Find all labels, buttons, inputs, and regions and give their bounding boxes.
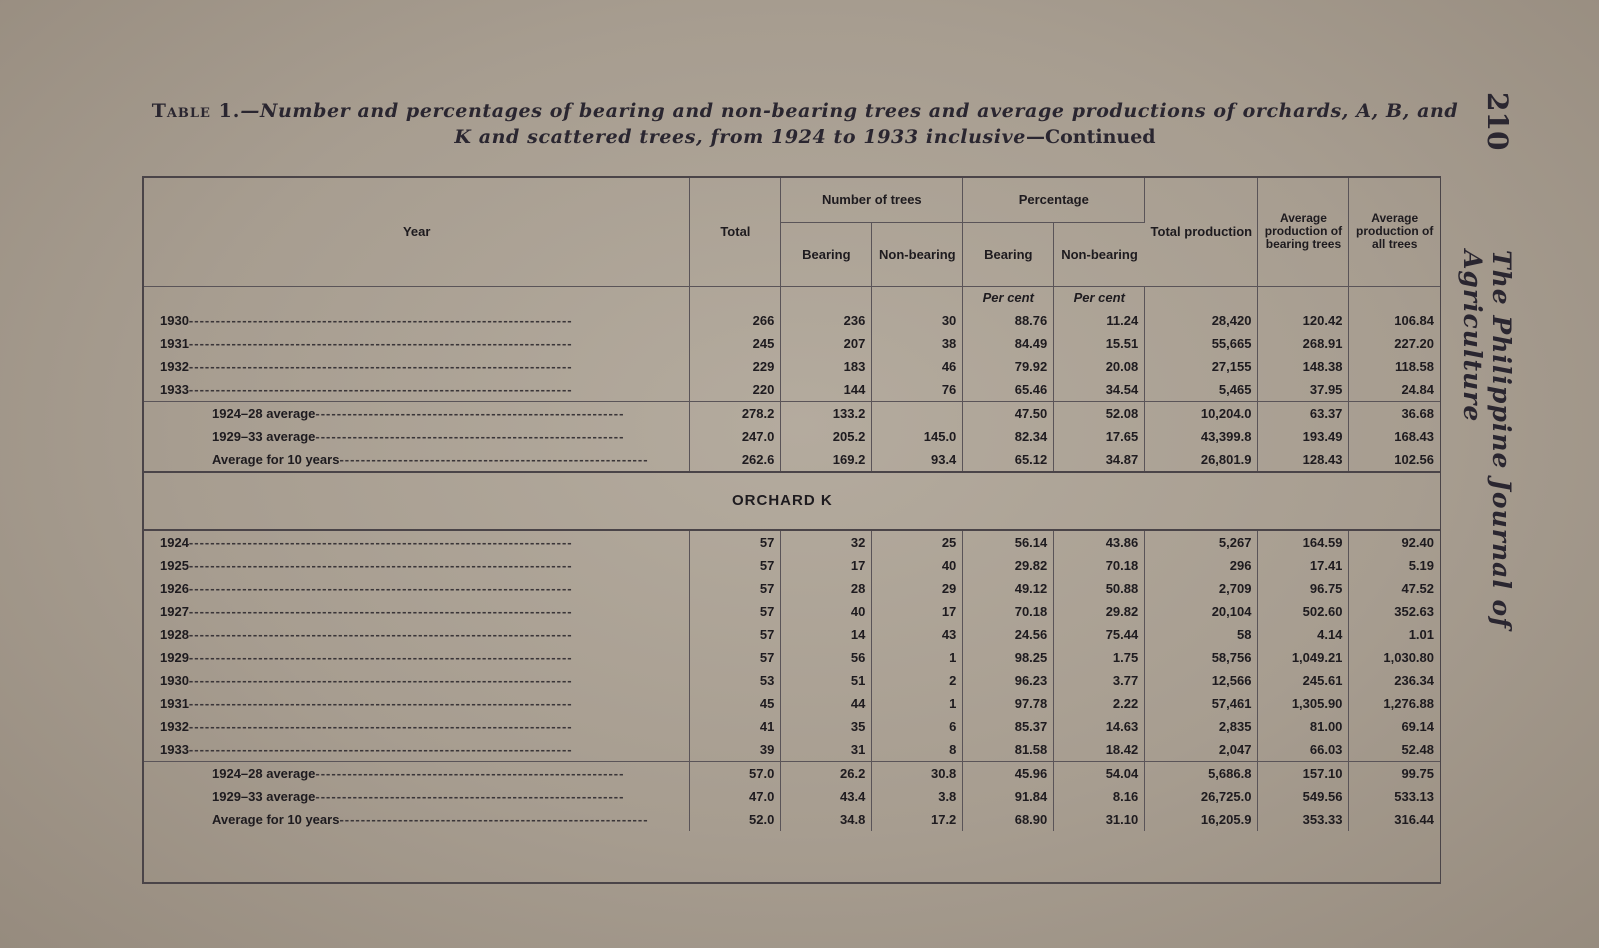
year-label: 1924–28 average bbox=[212, 765, 316, 781]
cell-total-production: 58,756 bbox=[1145, 646, 1258, 669]
cell-non-bearing: 1 bbox=[872, 646, 963, 669]
cell-avg-all: 5.19 bbox=[1408, 557, 1434, 573]
cell-avg-all: 1.01 bbox=[1408, 626, 1434, 642]
cell-avg-all: 69.14 bbox=[1401, 718, 1434, 734]
cell-total-production: 28,420 bbox=[1145, 309, 1258, 332]
cell-non-bearing: 30 bbox=[872, 309, 963, 332]
leader-dots: ------------------------------------------------------------------------ bbox=[188, 649, 573, 665]
cell-avg-all: 36.68 bbox=[1349, 401, 1440, 425]
table-row bbox=[144, 785, 1440, 808]
cell-pct-non-bearing: 54.04 bbox=[1054, 761, 1145, 785]
cell-bearing: 14 bbox=[781, 623, 872, 646]
cell-non-bearing: 1 bbox=[872, 692, 963, 715]
header-avg-all: Average production of all trees bbox=[1349, 178, 1440, 286]
cell-total-production: 27,155 bbox=[1145, 355, 1258, 378]
leader-dots: ------------------------------------------------------------------------ bbox=[188, 557, 573, 573]
cell-avg-all: 236.34 bbox=[1394, 672, 1434, 688]
header-total: Total bbox=[690, 178, 781, 286]
year-label: 1926 bbox=[160, 580, 189, 596]
cell-total-production: 43,399.8 bbox=[1145, 425, 1258, 448]
cell-non-bearing: 38 bbox=[872, 332, 963, 355]
table-row bbox=[144, 332, 1440, 355]
table-row bbox=[144, 577, 1440, 600]
table-row bbox=[144, 692, 1440, 715]
cell-total: 57 bbox=[690, 577, 781, 600]
cell-bearing: 28 bbox=[781, 577, 872, 600]
cell-total-production: 2,047 bbox=[1145, 738, 1258, 762]
data-table bbox=[144, 178, 1440, 831]
header-pct-bearing: Bearing bbox=[963, 222, 1054, 286]
cell-pct-bearing: 82.34 bbox=[963, 425, 1054, 448]
cell-bearing: 207 bbox=[781, 332, 872, 355]
cell-pct-non-bearing: 70.18 bbox=[1054, 554, 1145, 577]
leader-dots: ---------------------------------------------------------- bbox=[315, 405, 625, 421]
cell-total: 229 bbox=[690, 355, 781, 378]
year-label: 1933 bbox=[160, 741, 189, 757]
cell-non-bearing: 40 bbox=[872, 554, 963, 577]
data-table-frame bbox=[142, 176, 1441, 884]
leader-dots: ------------------------------------------------------------------------ bbox=[188, 626, 573, 642]
section-heading-row bbox=[144, 472, 1440, 530]
cell-year bbox=[144, 623, 690, 646]
leader-dots: ------------------------------------------------------------------------ bbox=[188, 335, 573, 351]
cell-non-bearing: 93.4 bbox=[872, 448, 963, 472]
cell-total: 262.6 bbox=[690, 448, 781, 472]
cell-pct-bearing: 79.92 bbox=[963, 355, 1054, 378]
cell-total: 52.0 bbox=[690, 808, 781, 831]
cell-year bbox=[144, 669, 690, 692]
cell-bearing: 144 bbox=[781, 378, 872, 402]
cell-year bbox=[144, 646, 690, 669]
cell-pct-bearing: 47.50 bbox=[963, 401, 1054, 425]
cell-avg-all: 533.13 bbox=[1394, 788, 1434, 804]
caption-lead: Table 1. bbox=[151, 100, 241, 122]
cell-pct-bearing: 65.46 bbox=[963, 378, 1054, 402]
cell-avg-bearing: 66.03 bbox=[1258, 738, 1349, 762]
cell-avg-bearing: 37.95 bbox=[1258, 378, 1349, 402]
cell-pct-non-bearing: 50.88 bbox=[1054, 577, 1145, 600]
cell-year bbox=[144, 600, 690, 623]
caption-text: —Number and percentages of bearing and non-bearing trees and average productions of orchards, A, B, and K and scattered trees, from 1924 to 1933 inclusive bbox=[240, 100, 1459, 148]
cell-pct-non-bearing: 18.42 bbox=[1054, 738, 1145, 762]
cell-total-production: 10,204.0 bbox=[1145, 401, 1258, 425]
cell-non-bearing: 2 bbox=[872, 669, 963, 692]
cell-pct-non-bearing: 15.51 bbox=[1054, 332, 1145, 355]
cell-pct-bearing: 84.49 bbox=[963, 332, 1054, 355]
leader-dots: ------------------------------------------------------------------------ bbox=[188, 695, 573, 711]
cell-non-bearing: 76 bbox=[872, 378, 963, 402]
leader-dots: ------------------------------------------------------------------------ bbox=[188, 672, 573, 688]
year-label: 1931 bbox=[160, 335, 189, 351]
cell-bearing: 169.2 bbox=[781, 448, 872, 472]
cell-avg-bearing: 268.91 bbox=[1258, 332, 1349, 355]
cell-avg-bearing: 96.75 bbox=[1258, 577, 1349, 600]
cell-avg-bearing: 1,305.90 bbox=[1258, 692, 1349, 715]
cell-avg-bearing: 148.38 bbox=[1258, 355, 1349, 378]
cell-total-production: 26,801.9 bbox=[1145, 448, 1258, 472]
cell-pct-non-bearing: 20.08 bbox=[1054, 355, 1145, 378]
leader-dots: ---------------------------------------------------------- bbox=[339, 451, 649, 467]
cell-bearing: 56 bbox=[781, 646, 872, 669]
header-non-bearing: Non-bearing bbox=[872, 222, 963, 286]
cell-pct-non-bearing: 2.22 bbox=[1054, 692, 1145, 715]
cell-avg-all: 1,030.80 bbox=[1383, 649, 1434, 665]
page-number: 210 bbox=[1481, 92, 1514, 151]
cell-avg-bearing: 1,049.21 bbox=[1258, 646, 1349, 669]
cell-pct-bearing: 29.82 bbox=[963, 554, 1054, 577]
cell-year bbox=[144, 355, 690, 378]
cell-total-production: 12,566 bbox=[1145, 669, 1258, 692]
cell-non-bearing: 30.8 bbox=[872, 761, 963, 785]
cell-avg-bearing: 63.37 bbox=[1258, 401, 1349, 425]
table-row bbox=[144, 530, 1440, 554]
unit-pct-bearing: Per cent bbox=[963, 286, 1054, 309]
cell-avg-all: 352.63 bbox=[1394, 603, 1434, 619]
table-row bbox=[144, 808, 1440, 831]
cell-bearing: 44 bbox=[781, 692, 872, 715]
cell-avg-all: 106.84 bbox=[1394, 312, 1434, 328]
table-row bbox=[144, 554, 1440, 577]
cell-bearing: 35 bbox=[781, 715, 872, 738]
cell-bearing: 34.8 bbox=[781, 808, 872, 831]
cell-total-production: 26,725.0 bbox=[1145, 785, 1258, 808]
leader-dots: ------------------------------------------------------------------------ bbox=[188, 381, 573, 397]
cell-year bbox=[144, 785, 690, 808]
cell-bearing: 133.2 bbox=[781, 401, 872, 425]
table-row bbox=[144, 378, 1440, 402]
cell-pct-non-bearing: 34.87 bbox=[1054, 448, 1145, 472]
cell-year bbox=[144, 332, 690, 355]
leader-dots: ---------------------------------------------------------- bbox=[315, 788, 625, 804]
cell-avg-all: 99.75 bbox=[1349, 761, 1440, 785]
cell-bearing: 236 bbox=[781, 309, 872, 332]
cell-pct-non-bearing: 75.44 bbox=[1054, 623, 1145, 646]
cell-total-production: 20,104 bbox=[1145, 600, 1258, 623]
cell-year bbox=[144, 738, 690, 762]
cell-total: 45 bbox=[690, 692, 781, 715]
cell-bearing: 205.2 bbox=[781, 425, 872, 448]
cell-total: 39 bbox=[690, 738, 781, 762]
year-label: 1931 bbox=[160, 695, 189, 711]
leader-dots: ------------------------------------------------------------------------ bbox=[188, 718, 573, 734]
cell-year bbox=[144, 577, 690, 600]
cell-total-production: 2,835 bbox=[1145, 715, 1258, 738]
year-label: 1929–33 average bbox=[212, 428, 316, 444]
cell-pct-non-bearing: 31.10 bbox=[1054, 808, 1145, 831]
cell-avg-bearing: 353.33 bbox=[1258, 808, 1349, 831]
cell-avg-all: 168.43 bbox=[1394, 428, 1434, 444]
cell-pct-bearing: 96.23 bbox=[963, 669, 1054, 692]
table-row bbox=[144, 715, 1440, 738]
cell-avg-all: 227.20 bbox=[1394, 335, 1434, 351]
header-number-of-trees: Number of trees bbox=[781, 178, 963, 222]
cell-non-bearing: 145.0 bbox=[872, 425, 963, 448]
cell-year bbox=[144, 530, 690, 554]
year-label: 1932 bbox=[160, 358, 189, 374]
table-caption bbox=[140, 98, 1470, 150]
cell-avg-bearing: 502.60 bbox=[1258, 600, 1349, 623]
cell-pct-bearing: 70.18 bbox=[963, 600, 1054, 623]
table-body bbox=[144, 286, 1440, 831]
cell-pct-bearing: 88.76 bbox=[963, 309, 1054, 332]
cell-total-production: 5,686.8 bbox=[1145, 761, 1258, 785]
cell-total: 245 bbox=[690, 332, 781, 355]
cell-avg-all: 52.48 bbox=[1401, 741, 1434, 757]
cell-bearing: 40 bbox=[781, 600, 872, 623]
header-total-production: Total production bbox=[1145, 178, 1258, 286]
year-label: 1930 bbox=[160, 672, 189, 688]
cell-year bbox=[144, 692, 690, 715]
table-row bbox=[144, 646, 1440, 669]
cell-non-bearing: 3.8 bbox=[872, 785, 963, 808]
cell-year bbox=[144, 401, 690, 425]
table-row bbox=[144, 448, 1440, 472]
cell-total: 247.0 bbox=[690, 425, 781, 448]
cell-non-bearing: 29 bbox=[872, 577, 963, 600]
cell-bearing: 17 bbox=[781, 554, 872, 577]
year-label: 1924 bbox=[160, 534, 189, 550]
table-row bbox=[144, 600, 1440, 623]
cell-pct-non-bearing: 11.24 bbox=[1054, 309, 1145, 332]
cell-avg-all: 316.44 bbox=[1394, 811, 1434, 827]
cell-year bbox=[144, 425, 690, 448]
cell-total: 53 bbox=[690, 669, 781, 692]
year-label: Average for 10 years bbox=[212, 451, 340, 467]
table-row bbox=[144, 425, 1440, 448]
cell-bearing: 26.2 bbox=[781, 761, 872, 785]
year-label: 1924–28 average bbox=[212, 405, 316, 421]
leader-dots: ------------------------------------------------------------------------ bbox=[188, 741, 573, 757]
cell-total: 41 bbox=[690, 715, 781, 738]
cell-pct-non-bearing: 17.65 bbox=[1054, 425, 1145, 448]
cell-total: 47.0 bbox=[690, 785, 781, 808]
cell-total: 57 bbox=[690, 623, 781, 646]
year-label: 1928 bbox=[160, 626, 189, 642]
cell-year bbox=[144, 808, 690, 831]
leader-dots: ------------------------------------------------------------------------ bbox=[188, 580, 573, 596]
year-label: 1930 bbox=[160, 312, 189, 328]
table-row bbox=[144, 623, 1440, 646]
cell-pct-bearing: 68.90 bbox=[963, 808, 1054, 831]
cell-avg-all: 92.40 bbox=[1401, 534, 1434, 550]
table-row bbox=[144, 761, 1440, 785]
section-title: ORCHARD K bbox=[144, 472, 1440, 530]
cell-pct-bearing: 97.78 bbox=[963, 692, 1054, 715]
cell-non-bearing: 6 bbox=[872, 715, 963, 738]
cell-year bbox=[144, 448, 690, 472]
cell-pct-bearing: 98.25 bbox=[963, 646, 1054, 669]
cell-avg-all: 102.56 bbox=[1394, 451, 1434, 467]
cell-bearing: 183 bbox=[781, 355, 872, 378]
leader-dots: ---------------------------------------------------------- bbox=[315, 428, 625, 444]
cell-avg-all: 47.52 bbox=[1401, 580, 1434, 596]
cell-total-production: 57,461 bbox=[1145, 692, 1258, 715]
cell-pct-bearing: 24.56 bbox=[963, 623, 1054, 646]
cell-year bbox=[144, 715, 690, 738]
table-row bbox=[144, 309, 1440, 332]
year-label: 1933 bbox=[160, 381, 189, 397]
cell-total: 266 bbox=[690, 309, 781, 332]
cell-total: 57.0 bbox=[690, 761, 781, 785]
leader-dots: ---------------------------------------------------------- bbox=[315, 765, 625, 781]
unit-pct-non-bearing: Per cent bbox=[1054, 286, 1145, 309]
cell-total: 278.2 bbox=[690, 401, 781, 425]
unit-row bbox=[144, 286, 1440, 309]
cell-avg-all: 1,276.88 bbox=[1383, 695, 1434, 711]
cell-pct-non-bearing: 8.16 bbox=[1054, 785, 1145, 808]
cell-pct-bearing: 56.14 bbox=[963, 530, 1054, 554]
cell-avg-all: 118.58 bbox=[1394, 358, 1434, 374]
cell-pct-non-bearing: 52.08 bbox=[1054, 401, 1145, 425]
table-row bbox=[144, 401, 1440, 425]
cell-total: 57 bbox=[690, 530, 781, 554]
cell-bearing: 51 bbox=[781, 669, 872, 692]
year-label: 1929–33 average bbox=[212, 788, 316, 804]
cell-bearing: 43.4 bbox=[781, 785, 872, 808]
cell-total-production: 16,205.9 bbox=[1145, 808, 1258, 831]
cell-avg-bearing: 164.59 bbox=[1258, 530, 1349, 554]
leader-dots: ---------------------------------------------------------- bbox=[339, 811, 649, 827]
cell-avg-bearing: 128.43 bbox=[1258, 448, 1349, 472]
year-label: 1932 bbox=[160, 718, 189, 734]
caption-continued: —Continued bbox=[1025, 126, 1156, 148]
cell-total: 220 bbox=[690, 378, 781, 402]
cell-non-bearing: 43 bbox=[872, 623, 963, 646]
table-row bbox=[144, 355, 1440, 378]
cell-total: 57 bbox=[690, 554, 781, 577]
cell-pct-bearing: 65.12 bbox=[963, 448, 1054, 472]
cell-pct-bearing: 45.96 bbox=[963, 761, 1054, 785]
table-header bbox=[144, 178, 1440, 286]
cell-pct-non-bearing: 14.63 bbox=[1054, 715, 1145, 738]
cell-non-bearing: 17 bbox=[872, 600, 963, 623]
year-label: 1925 bbox=[160, 557, 189, 573]
cell-bearing: 31 bbox=[781, 738, 872, 762]
year-label: 1927 bbox=[160, 603, 189, 619]
cell-avg-bearing: 17.41 bbox=[1258, 554, 1349, 577]
table-row bbox=[144, 738, 1440, 762]
cell-avg-bearing: 245.61 bbox=[1258, 669, 1349, 692]
cell-bearing: 32 bbox=[781, 530, 872, 554]
cell-total-production: 296 bbox=[1145, 554, 1258, 577]
cell-non-bearing: 46 bbox=[872, 355, 963, 378]
cell-total-production: 5,465 bbox=[1145, 378, 1258, 402]
leader-dots: ------------------------------------------------------------------------ bbox=[188, 534, 573, 550]
cell-year bbox=[144, 309, 690, 332]
cell-year bbox=[144, 554, 690, 577]
cell-pct-bearing: 49.12 bbox=[963, 577, 1054, 600]
cell-avg-bearing: 157.10 bbox=[1258, 761, 1349, 785]
leader-dots: ------------------------------------------------------------------------ bbox=[188, 358, 573, 374]
year-label: Average for 10 years bbox=[212, 811, 340, 827]
cell-pct-bearing: 81.58 bbox=[963, 738, 1054, 762]
header-percentage: Percentage bbox=[963, 178, 1145, 222]
leader-dots: ------------------------------------------------------------------------ bbox=[188, 603, 573, 619]
cell-non-bearing bbox=[872, 401, 963, 425]
cell-avg-bearing: 120.42 bbox=[1258, 309, 1349, 332]
cell-non-bearing: 25 bbox=[872, 530, 963, 554]
cell-non-bearing: 17.2 bbox=[872, 808, 963, 831]
running-head-journal-title: The Philippine Journal of Agriculture bbox=[1458, 250, 1516, 629]
header-pct-non-bearing: Non-bearing bbox=[1054, 222, 1145, 286]
cell-non-bearing: 8 bbox=[872, 738, 963, 762]
cell-pct-non-bearing: 29.82 bbox=[1054, 600, 1145, 623]
cell-total-production: 2,709 bbox=[1145, 577, 1258, 600]
header-avg-bearing: Average production of bearing trees bbox=[1258, 178, 1349, 286]
cell-pct-non-bearing: 34.54 bbox=[1054, 378, 1145, 402]
header-bearing: Bearing bbox=[781, 222, 872, 286]
cell-pct-bearing: 85.37 bbox=[963, 715, 1054, 738]
cell-pct-bearing: 91.84 bbox=[963, 785, 1054, 808]
cell-pct-non-bearing: 1.75 bbox=[1054, 646, 1145, 669]
cell-total: 57 bbox=[690, 600, 781, 623]
cell-pct-non-bearing: 3.77 bbox=[1054, 669, 1145, 692]
cell-total-production: 58 bbox=[1145, 623, 1258, 646]
cell-avg-bearing: 81.00 bbox=[1258, 715, 1349, 738]
cell-pct-non-bearing: 43.86 bbox=[1054, 530, 1145, 554]
cell-year bbox=[144, 378, 690, 402]
cell-avg-bearing: 193.49 bbox=[1258, 425, 1349, 448]
cell-avg-bearing: 4.14 bbox=[1258, 623, 1349, 646]
cell-total: 57 bbox=[690, 646, 781, 669]
cell-avg-bearing: 549.56 bbox=[1258, 785, 1349, 808]
cell-avg-all: 24.84 bbox=[1401, 381, 1434, 397]
cell-total-production: 5,267 bbox=[1145, 530, 1258, 554]
table-row bbox=[144, 669, 1440, 692]
cell-year bbox=[144, 761, 690, 785]
leader-dots: ------------------------------------------------------------------------ bbox=[188, 312, 573, 328]
cell-total-production: 55,665 bbox=[1145, 332, 1258, 355]
header-year: Year bbox=[144, 178, 690, 286]
year-label: 1929 bbox=[160, 649, 189, 665]
